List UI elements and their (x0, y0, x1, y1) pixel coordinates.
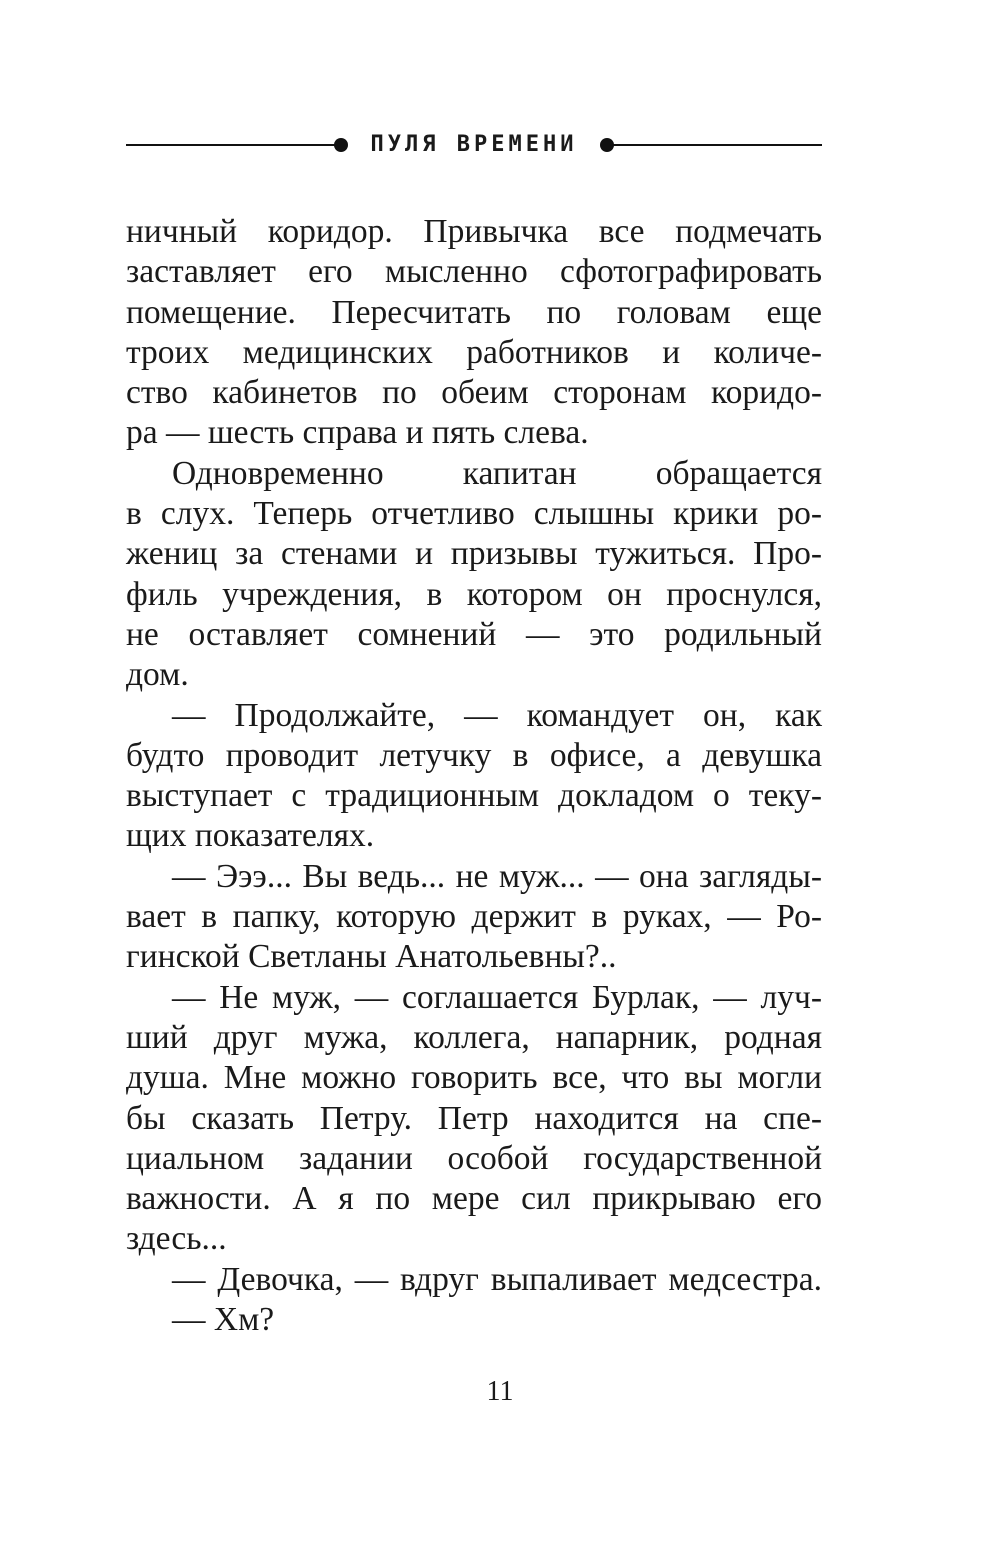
text-line: заставляет его мысленно сфотографировать (126, 253, 822, 291)
text-line: дом. (126, 656, 189, 694)
text-line: — Продолжайте, — командует он, как (172, 696, 822, 734)
text-line: — Эээ... Вы ведь... не муж... — она загляды- (172, 857, 822, 895)
text-line: — Девочка, — вдруг выпаливает медсестра. (172, 1260, 822, 1298)
page-number: 11 (486, 1376, 514, 1407)
text-line: будто проводит летучку в офисе, а девушка (126, 736, 822, 774)
text-line: — Не муж, — соглашается Бурлак, — луч- (172, 978, 822, 1016)
text-line: в слух. Теперь отчетливо слышны крики ро- (126, 495, 822, 533)
text-line: гинской Светланы Анатольевны?.. (126, 938, 617, 976)
text-line: — Хм? (172, 1301, 275, 1339)
text-line: троих медицинских работников и количе- (126, 333, 822, 371)
text-line: ший друг мужа, коллега, напарник, родная (126, 1018, 822, 1056)
text-line: не оставляет сомнений — это родильный (126, 615, 822, 653)
text-line: ничный коридор. Привычка все подмечать (126, 213, 822, 250)
text-line: здесь... (126, 1220, 227, 1258)
text-line: вает в папку, которую держит в руках, — Ро- (126, 898, 822, 936)
text-line: филь учреждения, в котором он проснулся, (126, 575, 822, 613)
page-body-text (126, 212, 822, 1340)
header-rule-right (612, 144, 822, 146)
text-line: Одновременно капитан обращается (172, 454, 822, 492)
running-header (126, 130, 822, 162)
running-head-title: ПУЛЯ ВРЕМЕНИ (370, 132, 578, 157)
text-line: ство кабинетов по обеим сторонам коридо- (126, 374, 822, 412)
text-line: ра — шесть справа и пять слева. (126, 414, 589, 452)
text-line: выступает с традиционным докладом о теку- (126, 777, 822, 815)
text-line: жениц за стенами и призывы тужиться. Про- (126, 535, 822, 573)
text-line: душа. Мне можно говорить все, что вы могли (126, 1059, 822, 1097)
text-line: бы сказать Петру. Петр находится на спе- (126, 1099, 822, 1137)
text-line: щих показателях. (126, 817, 375, 855)
text-line: важности. А я по мере сил прикрываю его (126, 1180, 822, 1218)
text-line: помещение. Пересчитать по головам еще (126, 293, 822, 331)
text-line: циальном задании особой государственной (126, 1139, 822, 1177)
